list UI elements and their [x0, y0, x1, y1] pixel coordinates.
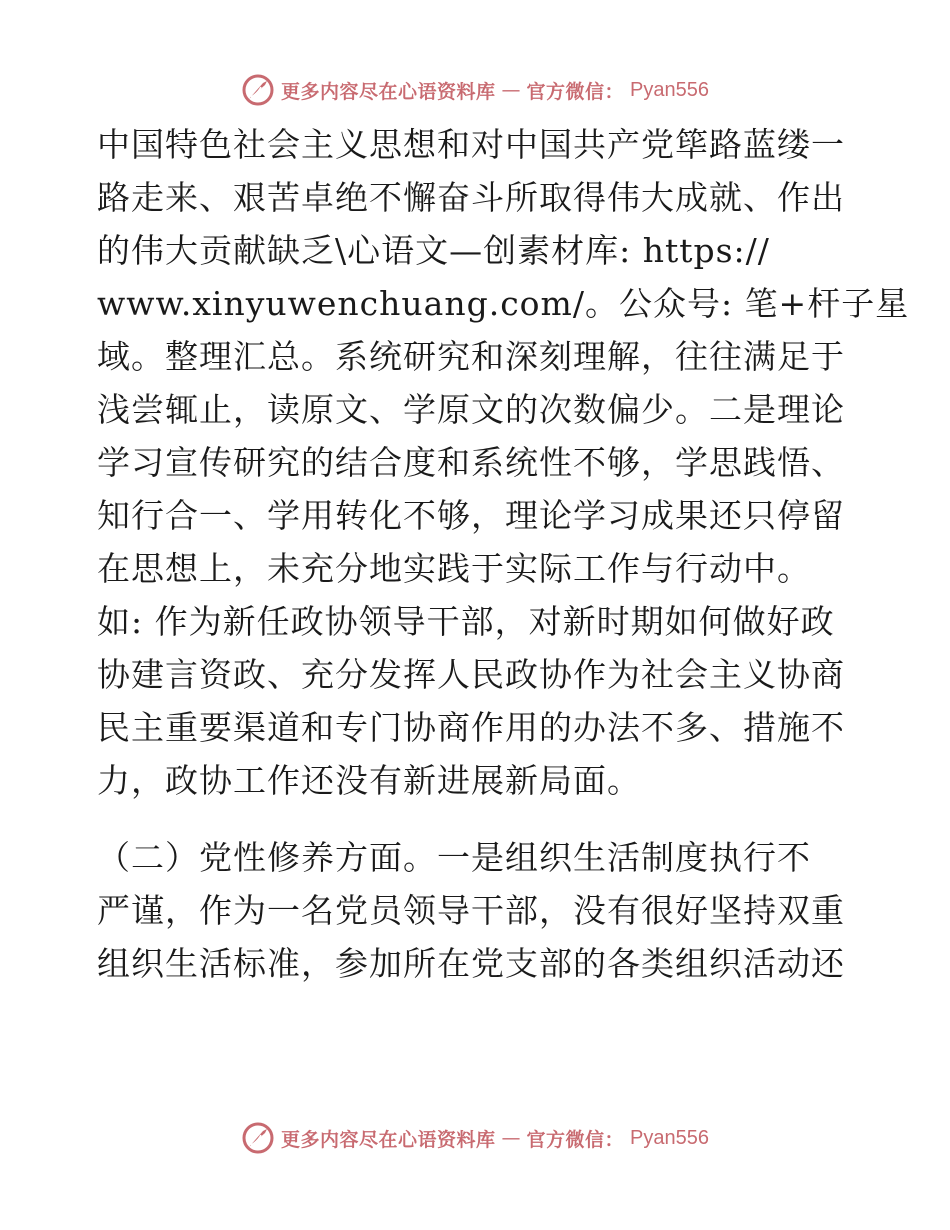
text-line: （二）党性修养方面。一是组织生活制度执行不	[97, 838, 811, 877]
watermark-wechat-label: 官方微信：	[526, 1128, 625, 1151]
watermark-separator: —	[501, 79, 521, 101]
footer-watermark	[0, 1118, 950, 1158]
text-line: 组织生活标准，参加所在党支部的各类组织活动还	[97, 944, 845, 983]
text-line: 如: 作为新任政协领导干部，对新时期如何做好政	[97, 602, 835, 641]
text-line: 力，政协工作还没有新进展新局面。	[97, 761, 641, 800]
watermark-separator: —	[501, 1127, 521, 1149]
header-watermark	[0, 70, 950, 110]
paragraph-spacer	[97, 807, 857, 831]
text-line: 浅尝辄止，读原文、学原文的次数偏少。二是理论	[97, 390, 845, 429]
watermark-wechat-id: Pyan556	[630, 1126, 709, 1149]
text-line: 域。整理汇总。系统研究和深刻理解，往往满足于	[97, 337, 845, 376]
quill-logo-icon	[241, 1121, 275, 1155]
document-body	[97, 118, 910, 990]
text-line: 在思想上，未充分地实践于实际工作与行动中。	[97, 549, 811, 588]
text-line: 中国特色社会主义思想和对中国共产党筚路蓝缕一	[97, 125, 845, 164]
watermark-wechat-label: 官方微信：	[526, 80, 625, 103]
paragraph-1	[97, 118, 910, 807]
text-line: 的伟大贡献缺乏\心语文—创素材库: https://	[97, 231, 770, 270]
text-line: 民主重要渠道和专门协商作用的办法不多、措施不	[97, 708, 845, 747]
watermark-wechat-id: Pyan556	[630, 78, 709, 101]
text-line: 严谨，作为一名党员领导干部，没有很好坚持双重	[97, 891, 845, 930]
text-line: 学习宣传研究的结合度和系统性不够，学思践悟、	[97, 443, 845, 482]
text-line: www.xinyuwenchuang.com/。公众号: 笔+杆子星	[97, 284, 910, 323]
text-line: 知行合一、学用转化不够，理论学习成果还只停留	[97, 496, 845, 535]
text-line: 路走来、艰苦卓绝不懈奋斗所取得伟大成就、作出	[97, 178, 845, 217]
text-line: 协建言资政、充分发挥人民政协作为社会主义协商	[97, 655, 845, 694]
quill-logo-icon	[241, 73, 275, 107]
paragraph-2	[97, 831, 857, 990]
watermark-site-text: 更多内容尽在心语资料库	[281, 80, 496, 103]
watermark-site-text: 更多内容尽在心语资料库	[281, 1128, 496, 1151]
